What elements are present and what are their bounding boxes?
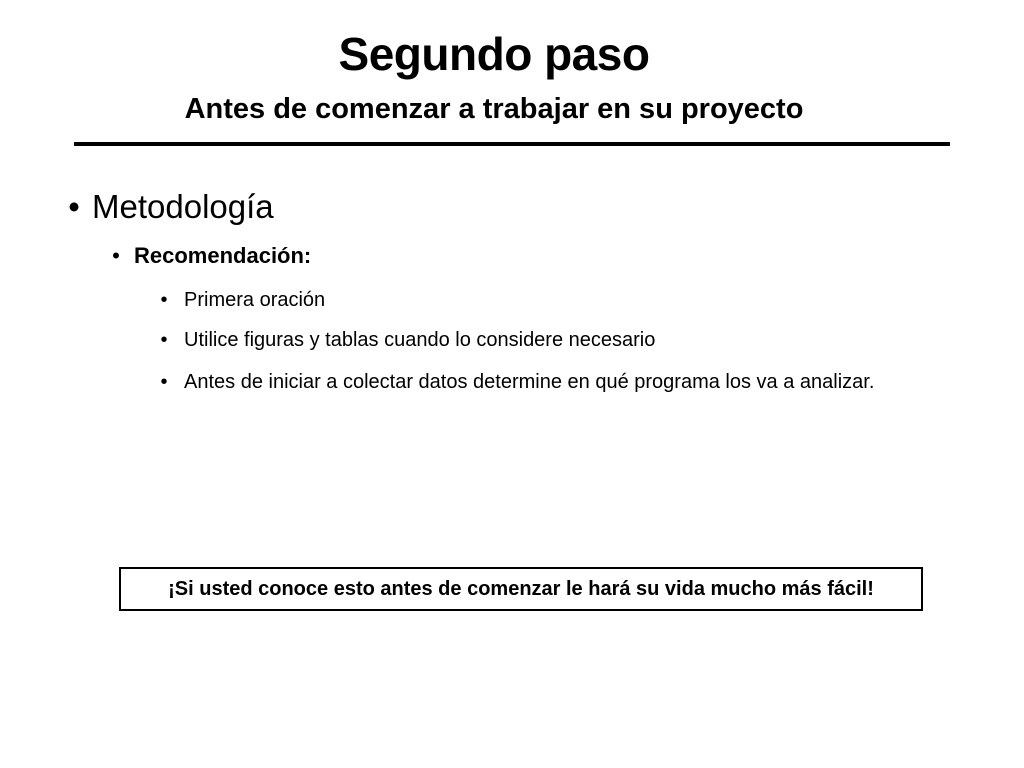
bullet-item-level3 bbox=[144, 368, 924, 396]
slide-subtitle: Antes de comenzar a trabajar en su proyecto bbox=[184, 93, 804, 125]
bullet-icon: • bbox=[160, 371, 168, 393]
bullet-text: Utilice figuras y tablas cuando lo considere necesario bbox=[184, 329, 656, 351]
bullet-text: Metodología bbox=[92, 188, 274, 225]
title-divider bbox=[74, 142, 950, 146]
bullet-icon: • bbox=[160, 329, 168, 351]
bullet-icon: • bbox=[68, 188, 80, 225]
bullet-text: Primera oración bbox=[184, 289, 326, 311]
bullet-icon: • bbox=[112, 243, 120, 268]
callout-box: ¡Si usted conoce esto antes de comenzar le hará su vida mucho más fácil! bbox=[119, 567, 923, 611]
bullet-item-level3 bbox=[144, 286, 924, 314]
bullet-icon: • bbox=[160, 289, 168, 311]
bullet-item-level1 bbox=[56, 186, 274, 228]
bullet-item-level2 bbox=[98, 240, 311, 272]
bullet-text: Recomendación: bbox=[134, 243, 312, 268]
bullet-text: Antes de iniciar a colectar datos determine en qué programa los va a analizar. bbox=[184, 371, 875, 393]
slide-title: Segundo paso bbox=[338, 28, 650, 80]
bullet-item-level3 bbox=[144, 326, 924, 354]
